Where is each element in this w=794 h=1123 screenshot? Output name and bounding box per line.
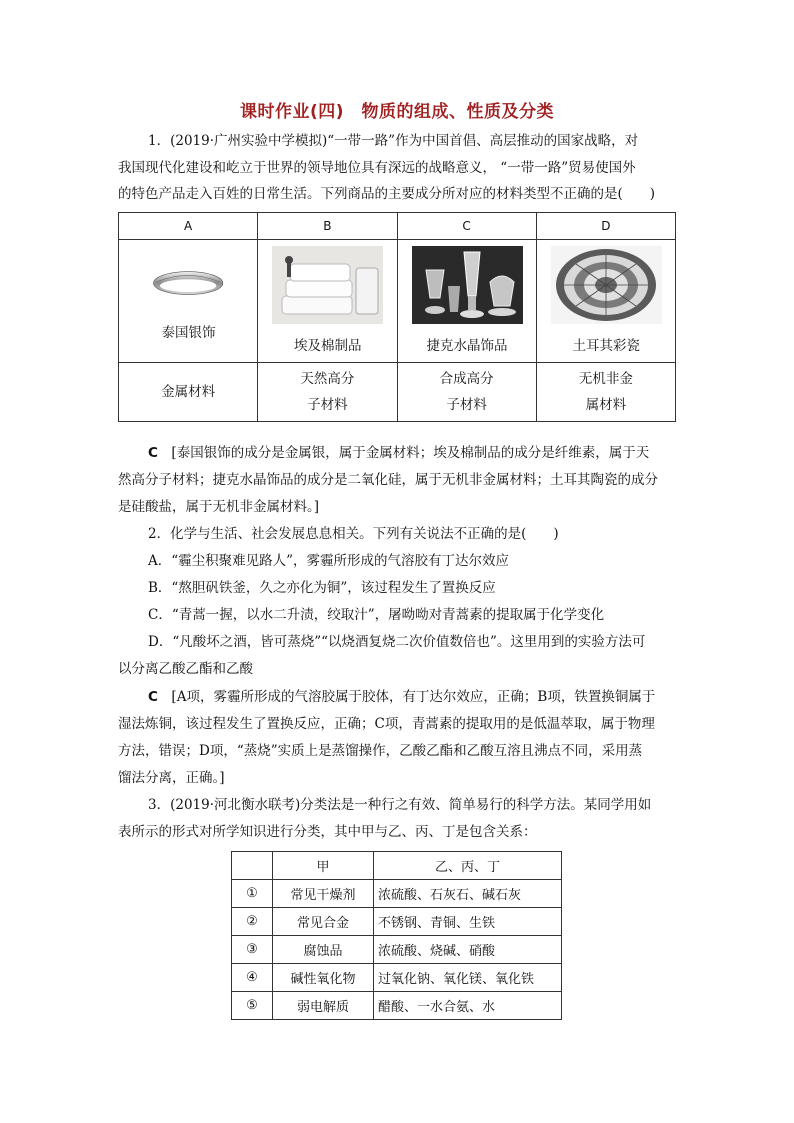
table-row <box>232 908 562 936</box>
q3-row-category: 碱性氧化物 <box>273 964 374 992</box>
q3-row-category: 腐蚀品 <box>273 936 374 964</box>
q1-stem-line-2: 我国现代化建设和屹立于世界的领导地位具有深远的战略意义， “一带一路”贸易使国外 <box>118 160 636 176</box>
table-row <box>232 936 562 964</box>
q3-row-members: 浓硫酸、烧碱、硝酸 <box>374 936 562 964</box>
q2-answer: C <box>148 689 158 705</box>
q3-row-category: 弱电解质 <box>273 992 374 1020</box>
q1-answer: C <box>148 445 158 461</box>
q2-option-c: C．“青蒿一握，以水二升渍，绞取汁”，屠呦呦对青蒿素的提取属于化学变化 <box>148 607 605 623</box>
q3-row-members: 不锈钢、青铜、生铁 <box>374 908 562 936</box>
q1-material-c-line-1: 合成高分 <box>439 371 494 387</box>
q2-explanation-line-1 <box>148 687 678 707</box>
q1-product-cell-d <box>536 240 675 363</box>
q3-row-members: 浓硫酸、石灰石、碱石灰 <box>374 880 562 908</box>
page-title: 课时作业(四) 物质的组成、性质及分类 <box>239 102 555 122</box>
q1-explanation-text-1: [泰国银饰的成分是金属银，属于金属材料；埃及棉制品的成分是纤维素，属于天 <box>171 445 650 461</box>
q1-header-b: B <box>258 213 397 240</box>
q1-header-a: A <box>119 213 258 240</box>
q1-product-d: 土耳其彩瓷 <box>572 338 640 354</box>
q2-explanation-line-2: 湿法炼铜，该过程发生了置换反应，正确；C项，青蒿素的提取用的是低温萃取，属于物理 <box>118 716 655 732</box>
q3-row-members: 醋酸、一水合氨、水 <box>374 992 562 1020</box>
q3-row-index: ④ <box>232 964 273 992</box>
q3-row-index: ② <box>232 908 273 936</box>
q3-row-members: 过氧化钠、氧化镁、氧化铁 <box>374 964 562 992</box>
q1-product-c: 捷克水晶饰品 <box>426 338 508 354</box>
q1-header-d: D <box>536 213 675 240</box>
q2-stem: 2．化学与生活、社会发展息息相关。下列有关说法不正确的是( ) <box>148 526 559 542</box>
silver-bracelet-image <box>133 260 244 310</box>
q1-product-b: 埃及棉制品 <box>294 338 362 354</box>
q3-header-jia: 甲 <box>273 852 374 880</box>
q1-material-d <box>536 363 675 422</box>
cotton-towels-image <box>272 246 383 324</box>
q3-row-index: ⑤ <box>232 992 273 1020</box>
q3-header-index <box>232 852 273 880</box>
q2-option-b: B．“熬胆矾铁釜，久之亦化为铜”，该过程发生了置换反应 <box>148 580 496 596</box>
q1-material-a-line-1: 金属材料 <box>161 384 216 400</box>
q2-option-d: D．“凡酸坏之酒，皆可蒸烧”“以烧酒复烧二次价值数倍也”。这里用到的实验方法可 <box>148 634 646 650</box>
q1-explanation-line-3: 是硅酸盐，属于无机非金属材料。] <box>118 499 320 515</box>
q2-explanation-text-1: [A项，雾霾所形成的气溶胶属于胶体，有丁达尔效应，正确；B项，铁置换铜属于 <box>171 689 656 705</box>
q1-material-a <box>119 363 258 422</box>
q3-stem-line-1: 3．(2019·河北衡水联考)分类法是一种行之有效、简单易行的科学方法。某同学用如 <box>148 797 652 813</box>
q1-header-c: C <box>397 213 536 240</box>
q1-stem-line-1: 1．(2019·广州实验中学模拟)“一带一路”作为中国首倡、高层推动的国家战略，对 <box>148 133 639 149</box>
q1-material-b-line-2: 子材料 <box>307 397 348 413</box>
q3-stem-line-2: 表所示的形式对所学知识进行分类，其中甲与乙、丙、丁是包含关系： <box>118 824 537 840</box>
q1-material-b-line-1: 天然高分 <box>300 371 355 387</box>
q2-explanation-line-4: 馏法分离，正确。] <box>118 770 225 786</box>
q1-explanation-line-2: 然高分子材料；捷克水晶饰品的成分是二氧化硅，属于无机非金属材料；土耳其陶瓷的成分 <box>118 472 658 488</box>
q2-explanation-line-3: 方法，错误；D项，“蒸烧”实质上是蒸馏操作，乙酸乙酯和乙酸互溶且沸点不同，采用蒸 <box>118 743 643 759</box>
crystal-glassware-image <box>412 246 523 324</box>
q3-row-category: 常见干燥剂 <box>273 880 374 908</box>
q1-explanation-line-1 <box>148 443 678 463</box>
q1-stem-line-3: 的特色产品走入百姓的日常生活。下列商品的主要成分所对应的材料类型不正确的是( ) <box>118 186 656 202</box>
q1-product-cell-b <box>258 240 397 363</box>
q1-material-d-line-1: 无机非金 <box>578 371 633 387</box>
q1-material-d-line-2: 属材料 <box>585 397 627 413</box>
turkish-plate-image <box>551 246 662 324</box>
q2-option-a: A．“霾尘积聚难见路人”，雾霾所形成的气溶胶有丁达尔效应 <box>148 553 510 569</box>
q1-product-cell-a <box>119 240 258 363</box>
table-row <box>232 964 562 992</box>
table-row <box>232 880 562 908</box>
q3-row-index: ③ <box>232 936 273 964</box>
q1-product-cell-c <box>397 240 536 363</box>
q3-row-category: 常见合金 <box>273 908 374 936</box>
table-row <box>232 992 562 1020</box>
q1-material-c-line-2: 子材料 <box>446 397 487 413</box>
q3-classification-table <box>231 851 562 1020</box>
q1-product-a: 泰国银饰 <box>161 325 216 341</box>
q1-material-c <box>397 363 536 422</box>
q3-row-index: ① <box>232 880 273 908</box>
q1-material-b <box>258 363 397 422</box>
q1-materials-table <box>118 212 676 422</box>
q2-option-d-continued: 以分离乙酸乙酯和乙酸 <box>118 661 253 677</box>
q3-header-members: 乙、丙、丁 <box>374 852 562 880</box>
